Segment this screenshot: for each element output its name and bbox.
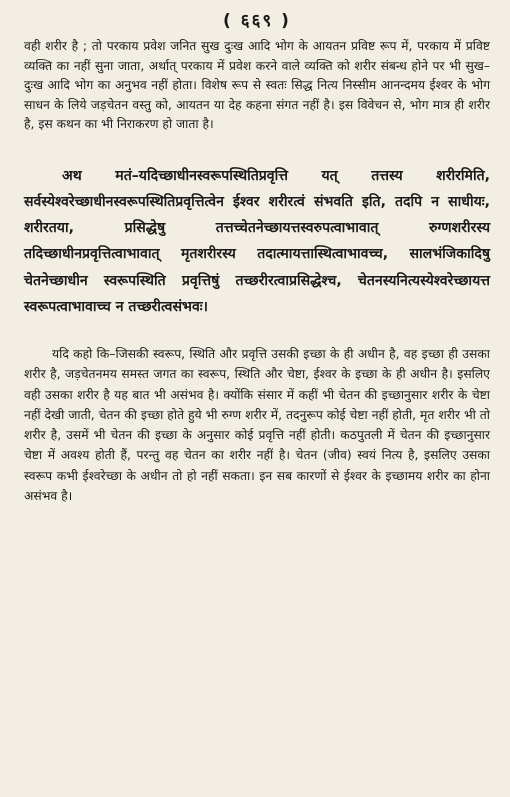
hindi-paragraph-2: यदि कहो कि–जिसकी स्वरूप, स्थिति और प्रवृत्ति उसकी इच्छा के ही अधीन है, वह इच्छा ही उसका शरीर है, जड़चेतनमय समस्त जगत का स्वरूप, स्थिति और चेष्टा, ईश्वर के इच्छा के ही अधीन है। इसलिए वही उसका शरीर है यह बात भी असंभव है। क्योंकि संसार में कहीं भी चेतन की इच्छानुसार शरीर के चेष्टा नहीं देखी जाती, चेतन की इच्छा होते हुये भी रुग्ण शरीर में, तदनुरूप कोई चेष्टा नहीं होती, मृत शरीर भी तो शरीर है, उसमें भी चेतन की इच्छा के अनुसार कोई प्रवृत्ति नहीं होती। कठपुतली में चेतन की इच्छानुसार चेष्टा में अवश्य होती हैं, परन्तु वह चेतन का शरीर नहीं है। चेतन (जीव) स्वयं नित्य है, इसलिए उसका स्वरूप कभी ईश्वरेच्छा के अधीन तो हो नहीं सकता। इन सब कारणों से ईश्वर के इच्छामय शरीर का होना असंभव है। [24, 347, 490, 503]
page-number: ( ६६९ ) [223, 11, 291, 31]
sanskrit-paragraph: अथ मतं–यदिच्छाधीनस्वरूपस्थितिप्रवृत्ति यत् तत्तस्य शरीरमिति, सर्वस्येश्वरेच्छाधीनस्वरूपस्थितिप्रवृत्तित्वेन ईश्वर शरीरत्वं संभवति इति, तदपि न साधीयः, शरीरतया, प्रसिद्धेषु तत्तच्चेतनेच्छायत्तस्वरुपत्वाभावात् रुग्णशरीरस्य तदिच्छाधीनप्रवृत्तित्वाभावात् मृतशरीरस्य तदात्मायत्तास्थित्वाभावच्च, सालभंजिकादिषु चेतनेच्छाधीन स्वरूपस्थिति प्रवृत्तिषुं तच्छरीरत्वाप्रसिद्धेश्च, चेतनस्यनित्यस्येश्वरेच्छायत्त स्वरूपत्वाभावाच्च न तच्छरीत्वसंभवः। [24, 167, 490, 315]
hindi-paragraph-1: वही शरीर है ; तो परकाय प्रवेश जनित सुख दुःख आदि भोग के आयतन प्रविष्ट रूप में, परकाय में प्रविष्ट व्यक्ति का नहीं सुना जाता, अर्थात् परकाय में प्रवेश करने वाले व्यक्ति को शरीर संबन्ध होने पर भी सुख–दुःख आदि भोग का अनुभव नहीं होता। विशेष रूप से स्वतः सिद्ध नित्य निस्सीम आनन्दमय ईश्वर के भोग साधन के लिये जड़चेतन वस्तु को, आयतन या देह कहना संगत नहीं है। इस विवेचन से, भोग मात्र ही शरीर है, इस कथन का भी निराकरण हो जाता है। [24, 39, 490, 131]
